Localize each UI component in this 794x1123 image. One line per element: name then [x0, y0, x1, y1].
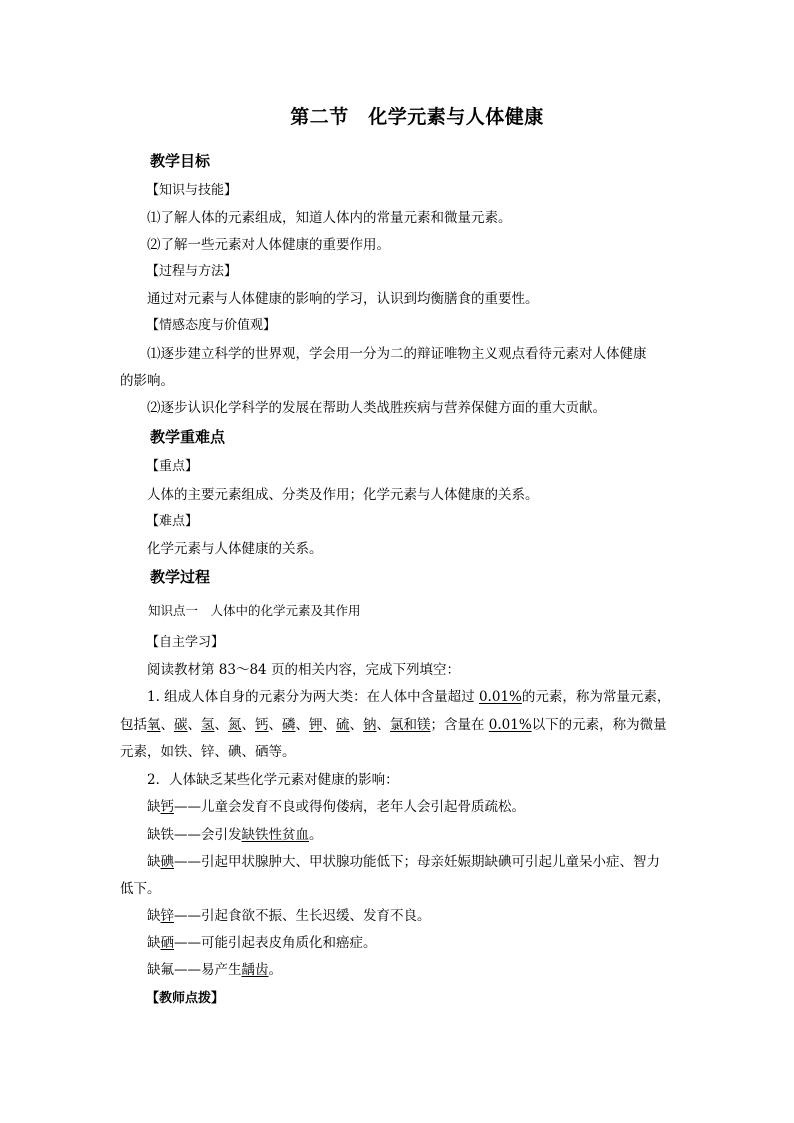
knowledge-point-one: 知识点一 人体中的化学元素及其作用 [148, 603, 361, 618]
deficiency-iron [147, 826, 707, 844]
element-hydrogen: 氢 [201, 717, 215, 733]
deficiency-selenium-element: 硒 [160, 935, 174, 951]
deficiency-selenium-text: ——可能引起表皮角质化和癌症。 [174, 935, 377, 951]
heading-key-points: 教学重难点 [150, 428, 226, 446]
item-1-prefix: 1. 组成人体自身的元素分为两大类：在人体中含量超过 [147, 689, 479, 705]
process-item-1: 通过对元素与人体健康的影响的学习，认识到均衡膳食的重要性。 [147, 291, 539, 307]
fill-blank-dental-caries: 龋齿 [241, 962, 269, 978]
emotion-item-1-line-2: 的影响。 [120, 373, 174, 389]
element-sodium: 钠 [363, 717, 377, 733]
deficiency-calcium [147, 798, 707, 816]
deficiency-zinc-prefix: 缺 [147, 908, 161, 924]
label-difficulty: 【难点】 [146, 514, 199, 529]
deficiency-calcium-element: 钙 [160, 799, 174, 815]
item-1-line-2-suffix: 以下的元素，称为微量 [531, 717, 667, 733]
item-1-line-2-prefix: 包括 [120, 717, 147, 733]
element-calcium: 钙 [255, 717, 269, 733]
label-focus: 【重点】 [146, 459, 199, 474]
deficiency-fluorine-prefix: 缺氟——易产生 [147, 962, 242, 978]
item-1-line-2: 包括氧、碳、氢、氮、钙、磷、钾、硫、钠、氯和镁；含量在 0.01%以下的元素，称为微量 [120, 717, 667, 733]
item-1-line-1 [147, 688, 707, 706]
element-phosphorus: 磷 [282, 717, 296, 733]
difficulty-text: 化学元素与人体健康的关系。 [147, 541, 323, 557]
deficiency-fluorine-suffix: 。 [268, 962, 282, 978]
element-sulfur: 硫 [336, 717, 350, 733]
deficiency-iron-prefix: 缺铁——会引发 [147, 827, 242, 843]
deficiency-iodine-prefix: 缺 [147, 854, 161, 870]
heading-teaching-goals: 教学目标 [150, 152, 211, 170]
deficiency-selenium [147, 934, 707, 952]
item-1-mid: 的元素，称为常量元素， [521, 689, 671, 705]
label-self-study: 【自主学习】 [146, 635, 225, 650]
fill-blank-threshold-1: 0.01% [478, 689, 522, 705]
element-carbon: 碳 [174, 717, 188, 733]
deficiency-iodine-element: 碘 [160, 854, 174, 870]
deficiency-fluorine [147, 961, 707, 979]
emotion-item-2: ⑵逐步认识化学科学的发展在帮助人类战胜疾病与营养保健方面的重大贡献。 [147, 400, 606, 416]
fill-blank-iron-anemia: 缺铁性贫血 [241, 827, 309, 843]
emotion-item-1-line-1: ⑴逐步建立科学的世界观，学会用一分为二的辩证唯物主义观点看待元素对人体健康 [147, 346, 647, 362]
deficiency-iodine-text: ——引起甲状腺肿大、甲状腺功能低下；母亲妊娠期缺碘可引起儿童呆小症、智力 [174, 854, 660, 870]
deficiency-iron-suffix: 。 [309, 827, 323, 843]
element-oxygen: 氧 [147, 717, 161, 733]
label-teacher-guidance: 【教师点拨】 [146, 991, 225, 1006]
deficiency-zinc-text: ——引起食欲不振、生长迟缓、发育不良。 [174, 908, 431, 924]
label-knowledge-skills: 【知识与技能】 [146, 183, 238, 198]
knowledge-item-1: ⑴了解人体的元素组成，知道人体内的常量元素和微量元素。 [147, 210, 512, 226]
deficiency-calcium-text: ——儿童会发育不良或得佝偻病，老年人会引起骨质疏松。 [174, 799, 525, 815]
deficiency-iodine-line-1 [147, 853, 707, 871]
reading-instruction: 阅读教材第 83～84 页的相关内容，完成下列填空： [147, 662, 460, 678]
deficiency-selenium-prefix: 缺 [147, 935, 161, 951]
focus-text: 人体的主要元素组成、分类及作用；化学元素与人体健康的关系。 [147, 487, 539, 503]
deficiency-calcium-prefix: 缺 [147, 799, 161, 815]
knowledge-item-2: ⑵了解一些元素对人体健康的重要作用。 [147, 237, 390, 253]
label-process-methods: 【过程与方法】 [146, 264, 238, 279]
deficiency-zinc-element: 锌 [160, 908, 174, 924]
item-2: 2．人体缺乏某些化学元素对健康的影响： [147, 772, 399, 788]
element-chlorine-magnesium: 氯和镁 [390, 717, 431, 733]
page-title: 第二节 化学元素与人体健康 [290, 106, 544, 128]
fill-blank-threshold-2: 0.01% [488, 717, 532, 733]
label-emotion-values: 【情感态度与价值观】 [146, 318, 277, 333]
item-1-line-2-mid: ；含量在 [430, 717, 489, 733]
deficiency-iodine-line-2: 低下。 [120, 881, 161, 897]
element-nitrogen: 氮 [228, 717, 242, 733]
deficiency-zinc [147, 907, 707, 925]
heading-teaching-process: 教学过程 [150, 568, 211, 586]
element-potassium: 钾 [309, 717, 323, 733]
item-1-line-3: 元素，如铁、锌、碘、硒等。 [120, 744, 296, 760]
